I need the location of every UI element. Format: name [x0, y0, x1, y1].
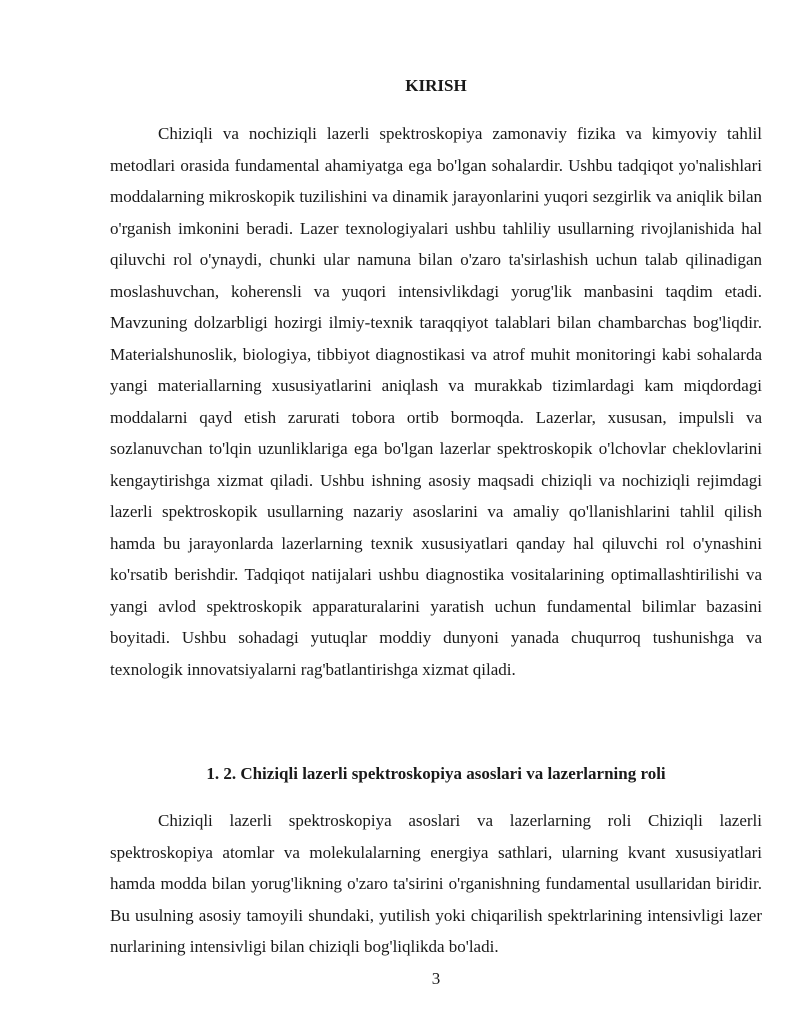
- intro-paragraph: Chiziqli va nochiziqli lazerli spektroskopiya zamonaviy fizika va kimyoviy tahlil metodlari orasida fundamental ahamiyatga ega bo'lgan sohalardir. Ushbu tadqiqot yo'nalishlari moddalarning mikroskopik tuzilishini va dinamik jarayonlarini yuqori sezgirlik va aniqlik bilan o'rganish imkonini beradi. Lazer texnologiyalari ushbu tahliliy usullarning rivojlanishida hal qiluvchi rol o'ynaydi, chunki ular namuna bilan o'zaro ta'sirlashish uchun talab qilinadigan moslashuvchan, koherensli va yuqori intensivlikdagi yorug'lik manbasini taqdim etadi. Mavzuning dolzarbligi hozirgi ilmiy-texnik taraqqiyot talablari bilan chambarchas bog'liqdir. Materialshunoslik, biologiya, tibbiyot diagnostikasi va atrof muhit monitoringi kabi sohalarda yangi materiallarning xususiyatlarini aniqlash va murakkab tizimlardagi kam miqdordagi moddalarni qayd etish zarurati tobora ortib bormoqda. Lazerlar, xususan, impulsli va sozlanuvchan to'lqin uzunliklariga ega bo'lgan lazerlar spektroskopik o'lchovlar cheklovlarini kengaytirishga xizmat qiladi. Ushbu ishning asosiy maqsadi chiziqli va nochiziqli rejimdagi lazerli spektroskopik usullarning nazariy asoslarini va amaliy qo'llanishlarini tahlil qilish hamda bu jarayonlarda lazerlarning texnik xususiyatlari qanday hal qiluvchi rol o'ynashini ko'rsatib berishdir. Tadqiqot natijalari ushbu diagnostika vositalarining optimallashtirilishi va yangi avlod spektroskopik apparaturalarini yaratish uchun fundamental bilimlar bazasini boyitadi. Ushbu sohadagi yutuqlar moddiy dunyoni yanada chuqurroq tushunishga va texnologik innovatsiyalarni rag'batlantirishga xizmat qiladi.: [110, 124, 762, 679]
- section-paragraph: Chiziqli lazerli spektroskopiya asoslari va lazerlarning roli Chiziqli lazerli spektroskopiya atomlar va molekulalarning energiya sathlari, ularning kvant xususiyatlari hamda modda bilan yorug'likning o'zaro ta'sirini o'rganishning fundamental usullaridan biridir. Bu usulning asosiy tamoyili shundaki, yutilish yoki chiqarilish spektrlarining intensivligi lazer nurlarining intensivligi bilan chiziqli bog'liqlikda bo'ladi.: [110, 811, 762, 956]
- intro-heading: KIRISH: [405, 76, 467, 95]
- section-heading: 1. 2. Chiziqli lazerli spektroskopiya asoslari va lazerlarning roli: [206, 764, 666, 783]
- page-number: 3: [431, 969, 441, 988]
